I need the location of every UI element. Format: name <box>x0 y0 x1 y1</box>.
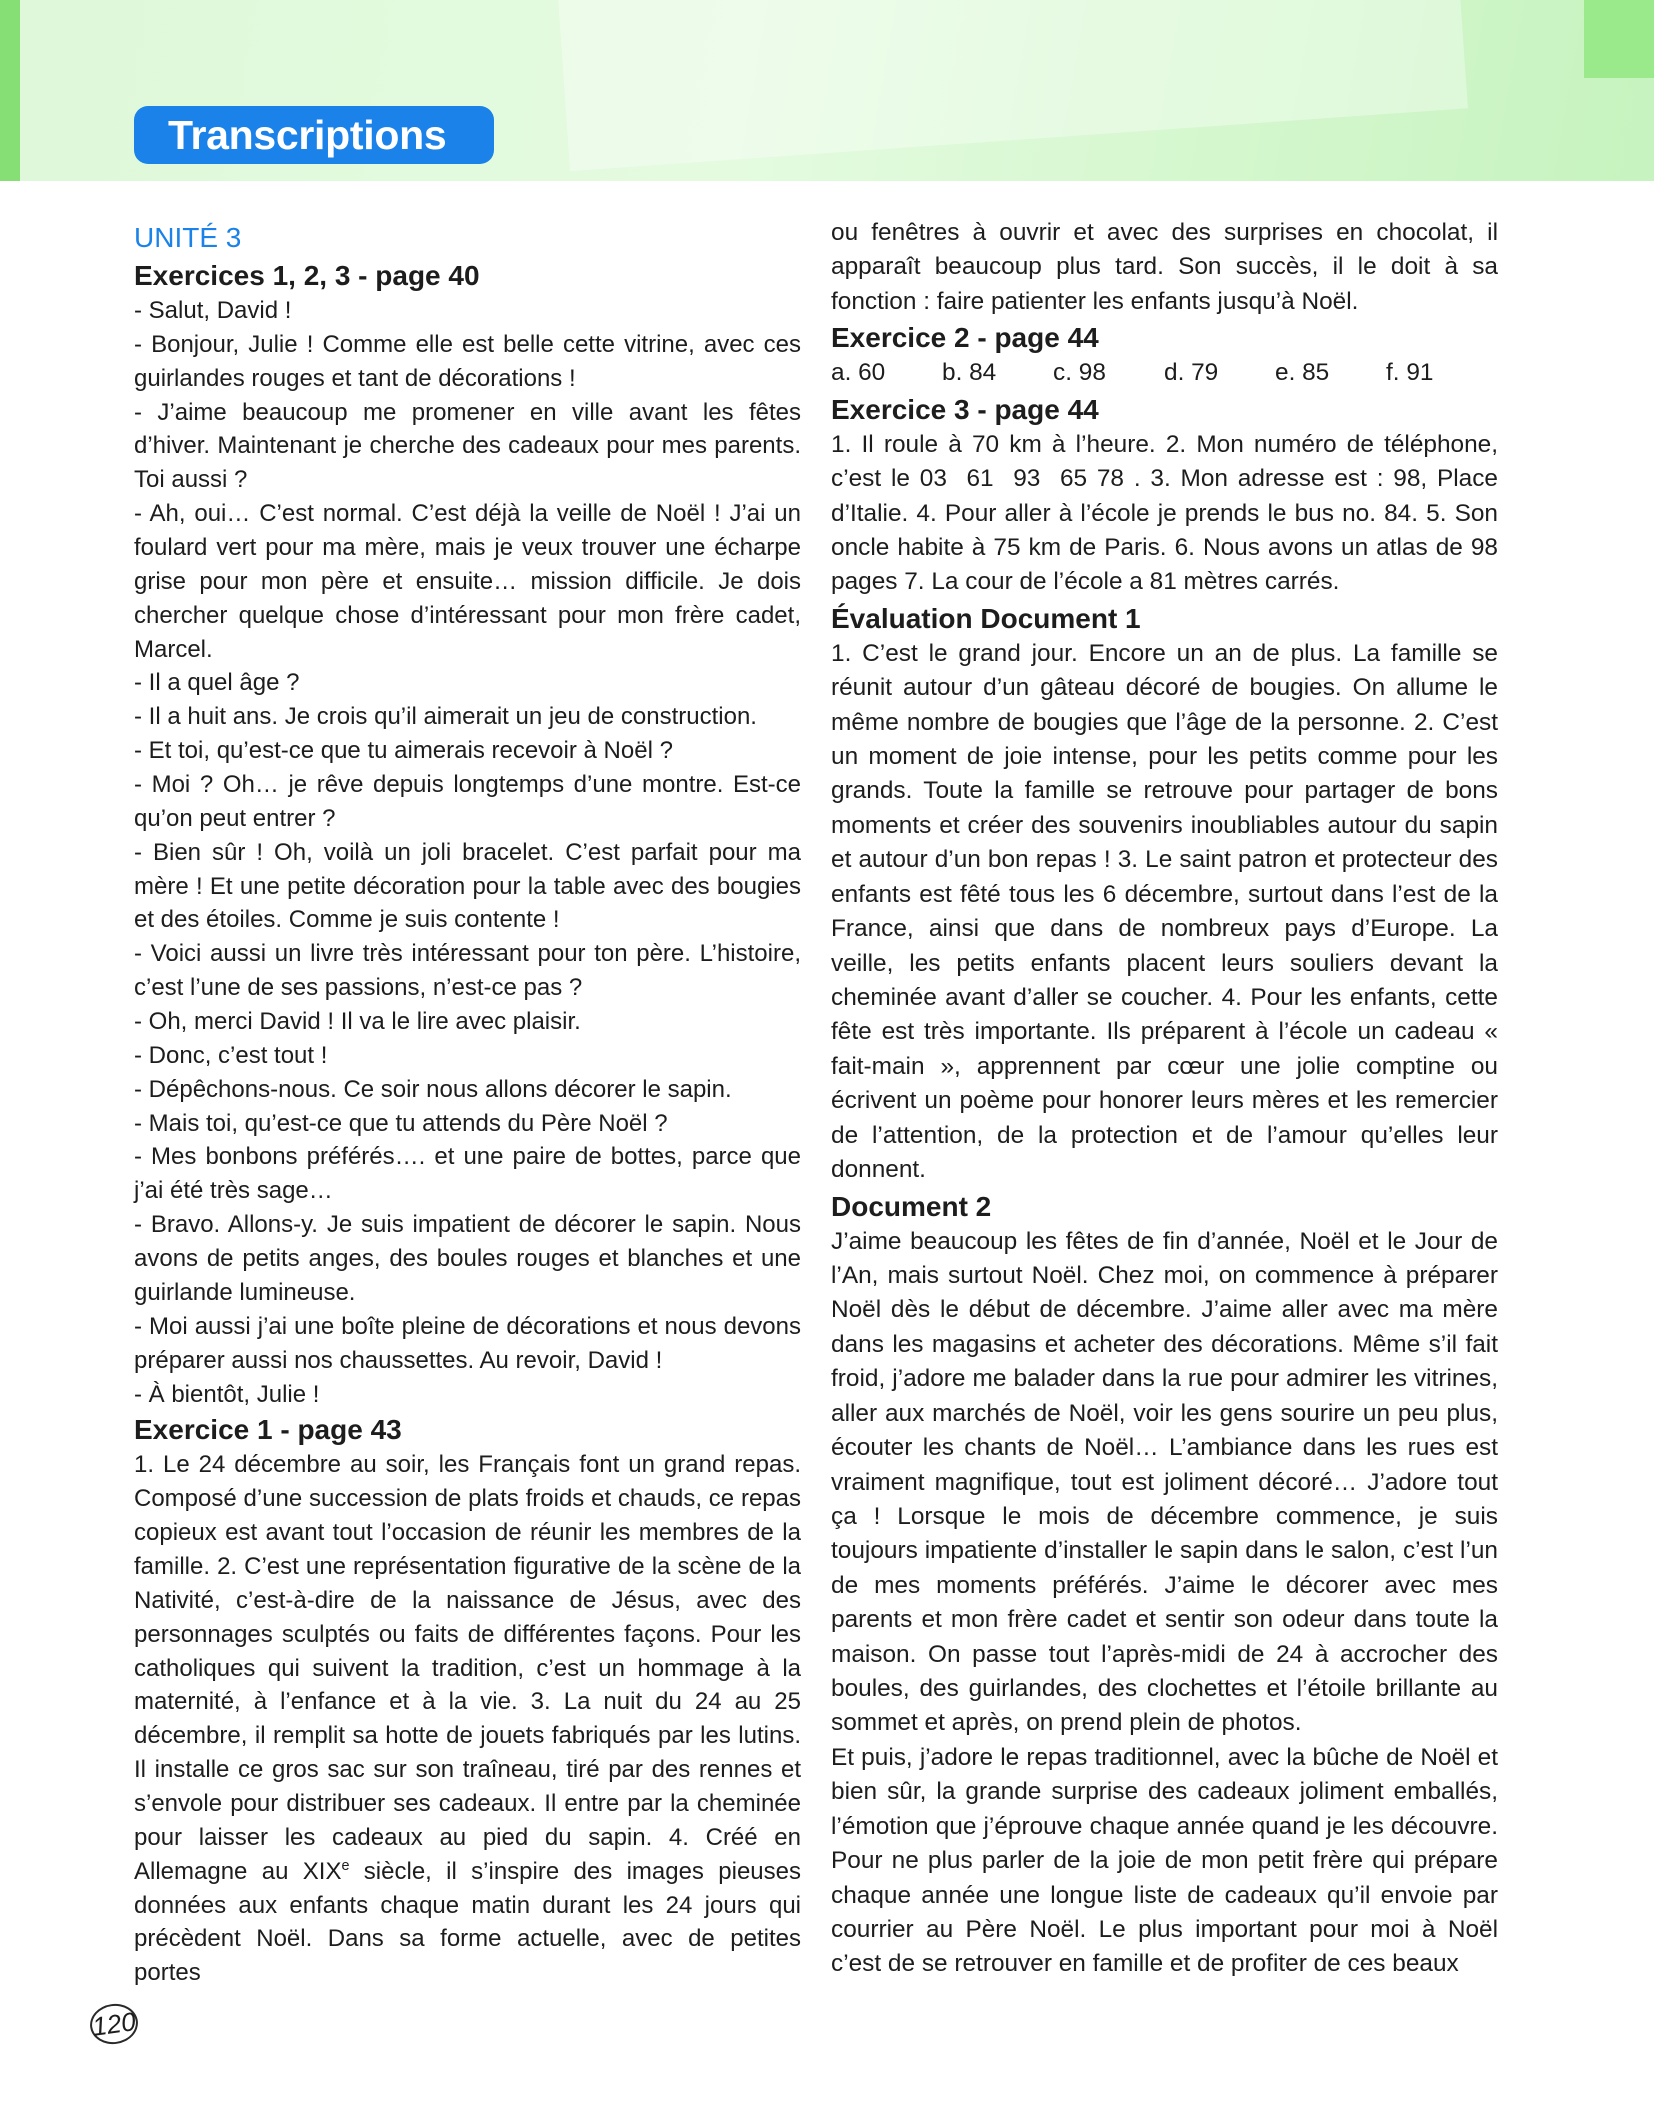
left-column <box>134 219 801 1999</box>
text-paragraph <box>831 428 1498 600</box>
section-title: UNITÉ 3 <box>134 222 242 253</box>
right-column <box>831 216 1498 1996</box>
dialogue-line: - Il a quel âge ? <box>134 669 300 697</box>
answer-item: f. 91 <box>1386 359 1434 387</box>
text-paragraph: J’aime beaucoup les fêtes de fin d’année, Noël et le Jour de l’An, mais surtout Noël. Chez moi, on commence à préparer Noël dès le début de décembre. J’aime aller avec ma mère dans les magasins et acheter des décorations. Même s’il fait froid, j’adore me balader dans la rue pour admirer les vitrines, aller aux marchés de Noël, voir les gens sourire un peu plus, écouter les chants de Noël… L’ambiance dans les rues est vraiment magnifique, tout est joliment décoré… J’adore tout ça ! Lorsque le mois de décembre commence, je suis toujours impatiente d’installer le sapin dans le salon, c’est l’un de mes moments préférés. J’aime le décorer avec mes parents et mon frère cadet et sentir son odeur dans toute la maison. On passe tout l’après-midi de 24 à accrocher des boules, des guirlandes, des clochettes et l’étoile brillante au sommet et après, on prend plein de photos. <box>831 1227 1498 1737</box>
text-paragraph: - Bien sûr ! Oh, voilà un joli bracelet. C’est parfait pour ma mère ! Et une petite décoration pour la table avec des bougies et des étoiles. Comme je suis contente ! <box>134 838 801 934</box>
answer-item: c. 98 <box>1053 359 1106 387</box>
text-paragraph: Et puis, j’adore le repas traditionnel, avec la bûche de Noël et bien sûr, la grande surprise des cadeaux joliment emballés, l’émotion que j’éprouve chaque année quand je les découvre. Pour ne plus parler de la joie de mon petit frère qui prépare chaque année une longue liste de cadeaux qu’il envoie par courrier au Père Noël. Le plus important pour moi à Noël c’est de se retrouver en famille et de profiter de ces beaux <box>831 1743 1498 1978</box>
answer-item: b. 84 <box>942 359 997 387</box>
text-paragraph <box>134 1448 801 1990</box>
exercise-heading: Exercice 3 - page 44 <box>831 393 1099 425</box>
answer-item: d. 79 <box>1164 359 1219 387</box>
dialogue-line: - À bientôt, Julie ! <box>134 1380 320 1408</box>
dialogue-line: - Dépêchons-nous. Ce soir nous allons décorer le sapin. <box>134 1075 732 1103</box>
dialogue-line: - Salut, David ! <box>134 297 292 324</box>
paragraph-text: 1. Il roule à 70 km à l’heure. 2. Mon numéro de téléphone, c’est le <box>831 430 1498 493</box>
exercise-heading: Exercices 1, 2, 3 - page 40 <box>134 260 480 291</box>
text-paragraph: ou fenêtres à ouvrir et avec des surprises en chocolat, il apparaît beaucoup plus tard. Son succès, il le doit à sa fonction : faire patienter les enfants jusqu’à Noël. <box>831 219 1498 315</box>
page-title: Transcriptions <box>134 106 494 164</box>
paragraph-text: siècle, il s’inspire des images pieuses données aux enfants chaque matin durant les 24 jours qui précèdent Noël. Dans sa forme actuelle, avec de petites portes <box>134 1857 801 1987</box>
exercise-heading: Exercice 1 - page 43 <box>134 1414 402 1446</box>
text-paragraph: - Moi aussi j’ai une boîte pleine de décorations et nous devons préparer aussi nos chaussettes. Au revoir, David ! <box>134 1312 801 1374</box>
paragraph-text: . 3. Mon adresse est : 98, Place d’Italie. 4. Pour aller à l’école je prends le bus no. 84. 5. Son oncle habite à 75 km de Paris. 6. Nous avons un atlas de 98 pages 7. La cour de l’école a 81 mètres carrés. <box>831 465 1498 596</box>
text-paragraph: 1. C’est le grand jour. Encore un an de plus. La famille se réunit autour d’un gâteau décoré de bougies. On allume le même nombre de bougies que l’âge de la personne. 2. C’est un moment de joie intense, pour les petits comme pour les grands. Toute la famille se retrouve pour partager de bons moments et créer des souvenirs inoubliables autour du sapin et autour d’un bon repas ! 3. Le saint patron et protecteur des enfants est fêté tous les 6 décembre, surtout dans l’est de la France, ainsi que dans de nombreux pays d’Europe. La veille, les petits enfants placent leurs souliers devant la cheminée avant d’aller se coucher. 4. Pour les enfants, cette fête est très importante. Ils préparent à l’école un cadeau « fait-main », apprennent par cœur une jolie comptine ou écrivent un poème pour honorer leurs mères et les remercier de l’attention, de la protection et de l’amour qu’elles leur donnent. <box>831 639 1498 1184</box>
text-paragraph: - J’aime beaucoup me promener en ville avant les fêtes d’hiver. Maintenant je cherche des cadeaux pour mes parents. Toi aussi ? <box>134 398 801 494</box>
page-number: 120 <box>87 2001 140 2047</box>
text-paragraph: - Ah, oui… C’est normal. C’est déjà la veille de Noël ! J’ai un foulard vert pour ma mère, mais je veux trouver une écharpe grise pour mon père et ensuite… mission difficile. Je dois chercher quelque chose d’intéressant pour mon frère cadet, Marcel. <box>134 500 801 663</box>
text-paragraph: - Bravo. Allons-y. Je suis impatient de décorer le sapin. Nous avons de petits anges, des boules rouges et blanches et une guirlande lumineuse. <box>134 1211 801 1306</box>
header-sheen <box>552 0 1468 171</box>
header-right-block <box>1584 0 1654 78</box>
text-paragraph: - Moi ? Oh… je rêve depuis longtemps d’une montre. Est-ce qu’on peut entrer ? <box>134 771 801 832</box>
text-paragraph: - Mes bonbons préférés…. et une paire de bottes, parce que j’ai été très sage… <box>134 1143 801 1205</box>
exercise-heading: Exercice 2 - page 44 <box>831 322 1099 354</box>
text-paragraph: - Voici aussi un livre très intéressant pour ton père. L’histoire, c’est l’une de ses passions, n’est-ce pas ? <box>134 940 801 1002</box>
superscript: e <box>341 1857 350 1874</box>
answer-item: a. 60 <box>831 359 886 387</box>
dialogue-line: - Il a huit ans. Je crois qu’il aimerait un jeu de construction. <box>134 703 757 731</box>
exercise-heading: Évaluation Document 1 <box>831 602 1141 634</box>
answer-item: e. 85 <box>1275 359 1330 387</box>
dialogue-line: - Oh, merci David ! Il va le lire avec plaisir. <box>134 1008 581 1036</box>
dialogue-line: - Donc, c’est tout ! <box>134 1041 328 1069</box>
header-left-strip <box>0 0 20 181</box>
dialogue-line: - Mais toi, qu’est-ce que tu attends du Père Noël ? <box>134 1109 668 1137</box>
text-paragraph: - Bonjour, Julie ! Comme elle est belle cette vitrine, avec ces guirlandes rouges et tant de décorations ! <box>134 330 801 392</box>
exercise-heading: Document 2 <box>831 1190 992 1222</box>
paragraph-text: 1. Le 24 décembre au soir, les Français font un grand repas. Composé d’une succession de plats froids et chauds, ce repas copieux est avant tout l’occasion de réunir les membres de la famille. 2. C’est une représentation figurative de la scène de la Nativité, c’est-à-dire de la naissance de Jésus, avec des personnages sculptés ou faits de différentes façons. Pour les catholiques qui suivent la tradition, c’est un hommage à la maternité, à l’enfance et à la vie. 3. La nuit du 24 au 25 décembre, il remplit sa hotte de jouets fabriqués par les lutins. Il installe ce gros sac sur son traîneau, tiré par des rennes et s’envole pour distribuer ses cadeaux. Il entre par la cheminée pour laisser les cadeaux au pied du sapin. 4. Créé en Allemagne au XIX <box>134 1451 801 1885</box>
phone-number: 03 61 93 65 78 <box>919 465 1125 493</box>
dialogue-line: - Et toi, qu’est-ce que tu aimerais recevoir à Noël ? <box>134 737 673 765</box>
answer-list <box>831 356 1498 390</box>
